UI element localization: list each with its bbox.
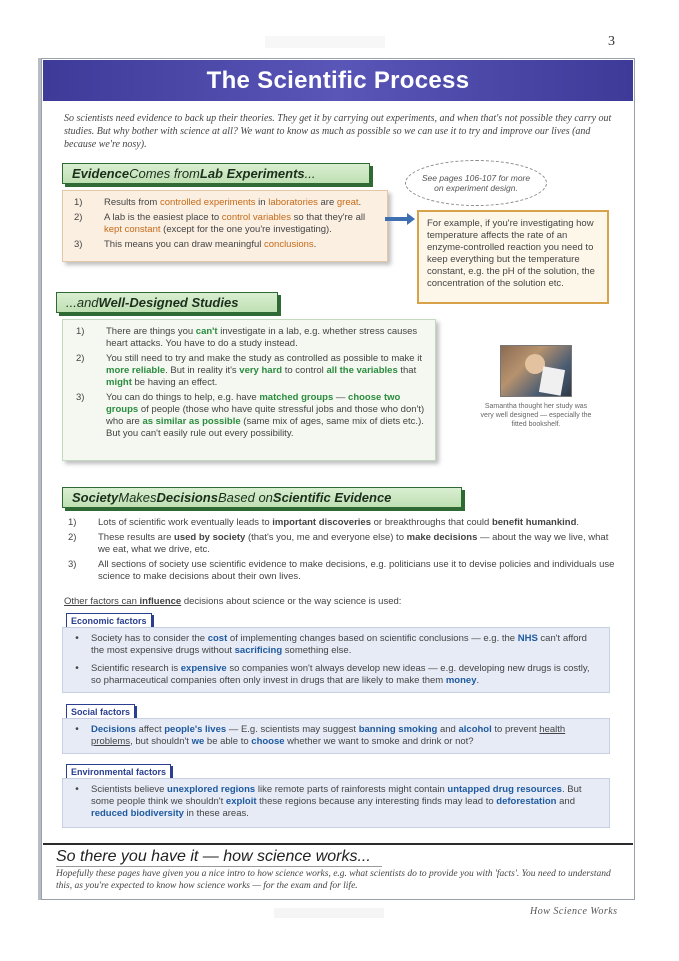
- bullet-item: [63, 779, 609, 823]
- list-item: [68, 517, 620, 529]
- page-number: 3: [608, 34, 615, 49]
- heading-part: Evidence: [72, 166, 130, 181]
- economic-factors-box: [62, 627, 610, 693]
- heading-part: Well-Designed Studies: [98, 295, 239, 310]
- page-reference-note: See pages 106-107 for more on experiment design.: [405, 160, 547, 206]
- summary-heading: So there you have it — how science works...: [56, 848, 371, 865]
- section-heading-studies: [56, 292, 278, 313]
- item-number: 3): [68, 559, 77, 570]
- bullet-text: Scientific research is expensive so companies won't always develop new ideas — e.g. developing new drugs is costly, so pharmaceutical companies often only invest in drugs that are likely to make them money.: [91, 663, 590, 686]
- bullet-item: [63, 660, 609, 690]
- footer-section-title: How Science Works: [530, 906, 618, 917]
- item-text: Results from controlled experiments in laboratories are great.: [104, 197, 362, 208]
- list-item: [74, 239, 380, 251]
- bullet-dot: •: [75, 663, 79, 674]
- list-item: [68, 559, 620, 583]
- heading-part: Decisions: [156, 490, 218, 505]
- item-text: Lots of scientific work eventually leads to important discoveries or breakthroughs that could benefit humankind.: [98, 517, 580, 528]
- heading-part: Makes: [118, 490, 157, 505]
- item-number: 3): [76, 392, 85, 403]
- item-text: All sections of society use scientific evidence to make decisions, e.g. politicians use it to devise policies and individuals use science to make decisions about their own lives.: [98, 559, 615, 582]
- arrow-head-icon: [407, 213, 415, 225]
- heading-part: Comes from: [129, 166, 200, 181]
- heading-part: Based on: [217, 490, 273, 505]
- photo-caption: Samantha thought her study was very well designed — especially the fitted bookshelf.: [480, 403, 592, 428]
- other-factors-key: influence: [139, 596, 182, 607]
- environmental-factors-tag: Environmental factors: [66, 764, 171, 780]
- bullet-text: Scientists believe unexplored regions like remote parts of rainforests might contain untapped drug resources. But some people think we shouldn't exploit these regions because any interesting finds may lead to deforestation and reduced biodiversity in these areas.: [91, 784, 582, 819]
- social-factors-box: [62, 718, 610, 754]
- bullet-dot: •: [75, 724, 79, 735]
- photo-image: [500, 345, 572, 397]
- item-text: You can do things to help, e.g. have matched groups — choose two groups of people (those who have quite stressful jobs and those who don't) who are as similar as possible (same mix of ages, same mix of diets etc.). But you can't easily rule out every possibility.: [106, 392, 425, 439]
- evidence-list: [74, 197, 380, 254]
- section-heading-evidence: [62, 163, 370, 184]
- bullet-text: Society has to consider the cost of implementing changes based on scientific conclusions — e.g. the NHS can't afford the most expensive drugs without sacrificing something else.: [91, 633, 587, 656]
- example-box: For example, if you're investigating how temperature affects the rate of an enzyme-controlled reaction you need to keep everything but the temperature constant, e.g. the pH of the solution, the concentration of the solution etc.: [417, 210, 609, 304]
- other-factors-rest: decisions about science or the way science is used:: [181, 596, 402, 607]
- item-number: 2): [76, 353, 85, 364]
- item-text: A lab is the easiest place to control variables so that they're all kept constant (except for the one you're investigating).: [104, 212, 366, 235]
- paper-figure: [539, 366, 565, 395]
- section-heading-society: [62, 487, 462, 508]
- list-item: [68, 532, 620, 556]
- bullet-dot: •: [75, 633, 79, 644]
- intro-text: So scientists need evidence to back up their theories. They get it by carrying out experiments, and when that's not possible they carry out studies. But why bother with science at all? We want to know as much as possible so we can use it to try and improve our lives (and because we're nosy).: [64, 113, 612, 150]
- item-number: 2): [74, 212, 83, 223]
- heading-part: ...: [304, 166, 316, 181]
- item-number: 1): [74, 197, 83, 208]
- social-factors-tag: Social factors: [66, 704, 135, 720]
- heading-part: ...and: [66, 295, 99, 310]
- studies-list: [76, 326, 426, 443]
- item-number: 1): [76, 326, 85, 337]
- item-text: You still need to try and make the study as controlled as possible to make it more reliable. But in reality it's very hard to control all the variables that might be having an effect.: [106, 353, 422, 388]
- bullet-item: [63, 628, 609, 660]
- list-item: [76, 326, 426, 350]
- page-title: The Scientific Process: [206, 66, 470, 94]
- society-list: [68, 517, 620, 586]
- item-number: 1): [68, 517, 77, 528]
- other-factors-line: [64, 596, 401, 607]
- list-item: [74, 212, 380, 236]
- list-item: [74, 197, 380, 209]
- bullet-item: [63, 719, 609, 751]
- list-item: [76, 353, 426, 389]
- environmental-factors-box: [62, 778, 610, 828]
- bullet-dot: •: [75, 784, 79, 795]
- item-text: This means you can draw meaningful conclusions.: [104, 239, 317, 250]
- summary-underline: [56, 866, 382, 867]
- bottom-divider: [43, 843, 633, 845]
- bullet-text: Decisions affect people's lives — E.g. scientists may suggest banning smoking and alcohol to prevent health problems, but shouldn't we be able to choose whether we want to smoke and drink or not?: [91, 724, 566, 747]
- heading-part: Society: [72, 490, 119, 505]
- item-text: These results are used by society (that's you, me and everyone else) to make decisions — about the way we live, what we eat, what we drive, etc.: [98, 532, 609, 555]
- item-text: There are things you can't investigate in a lab, e.g. whether stress causes heart attacks. You have to do a study instead.: [106, 326, 418, 349]
- summary-text: Hopefully these pages have given you a nice intro to how science works, e.g. what scientists do to provide you with 'facts'. You need to understand this, as you're expected to know how science works — for the exam and for life.: [56, 869, 611, 891]
- other-factors-lead: Other factors can: [64, 596, 140, 607]
- item-number: 2): [68, 532, 77, 543]
- item-number: 3): [74, 239, 83, 250]
- faint-header-mark: [265, 36, 385, 48]
- economic-factors-tag: Economic factors: [66, 613, 152, 629]
- heading-part: Lab Experiments: [199, 166, 305, 181]
- title-bar: [43, 60, 633, 101]
- faint-footer-mark: [274, 908, 384, 918]
- arrow-icon: [385, 217, 409, 221]
- heading-part: Scientific Evidence: [272, 490, 392, 505]
- list-item: [76, 392, 426, 440]
